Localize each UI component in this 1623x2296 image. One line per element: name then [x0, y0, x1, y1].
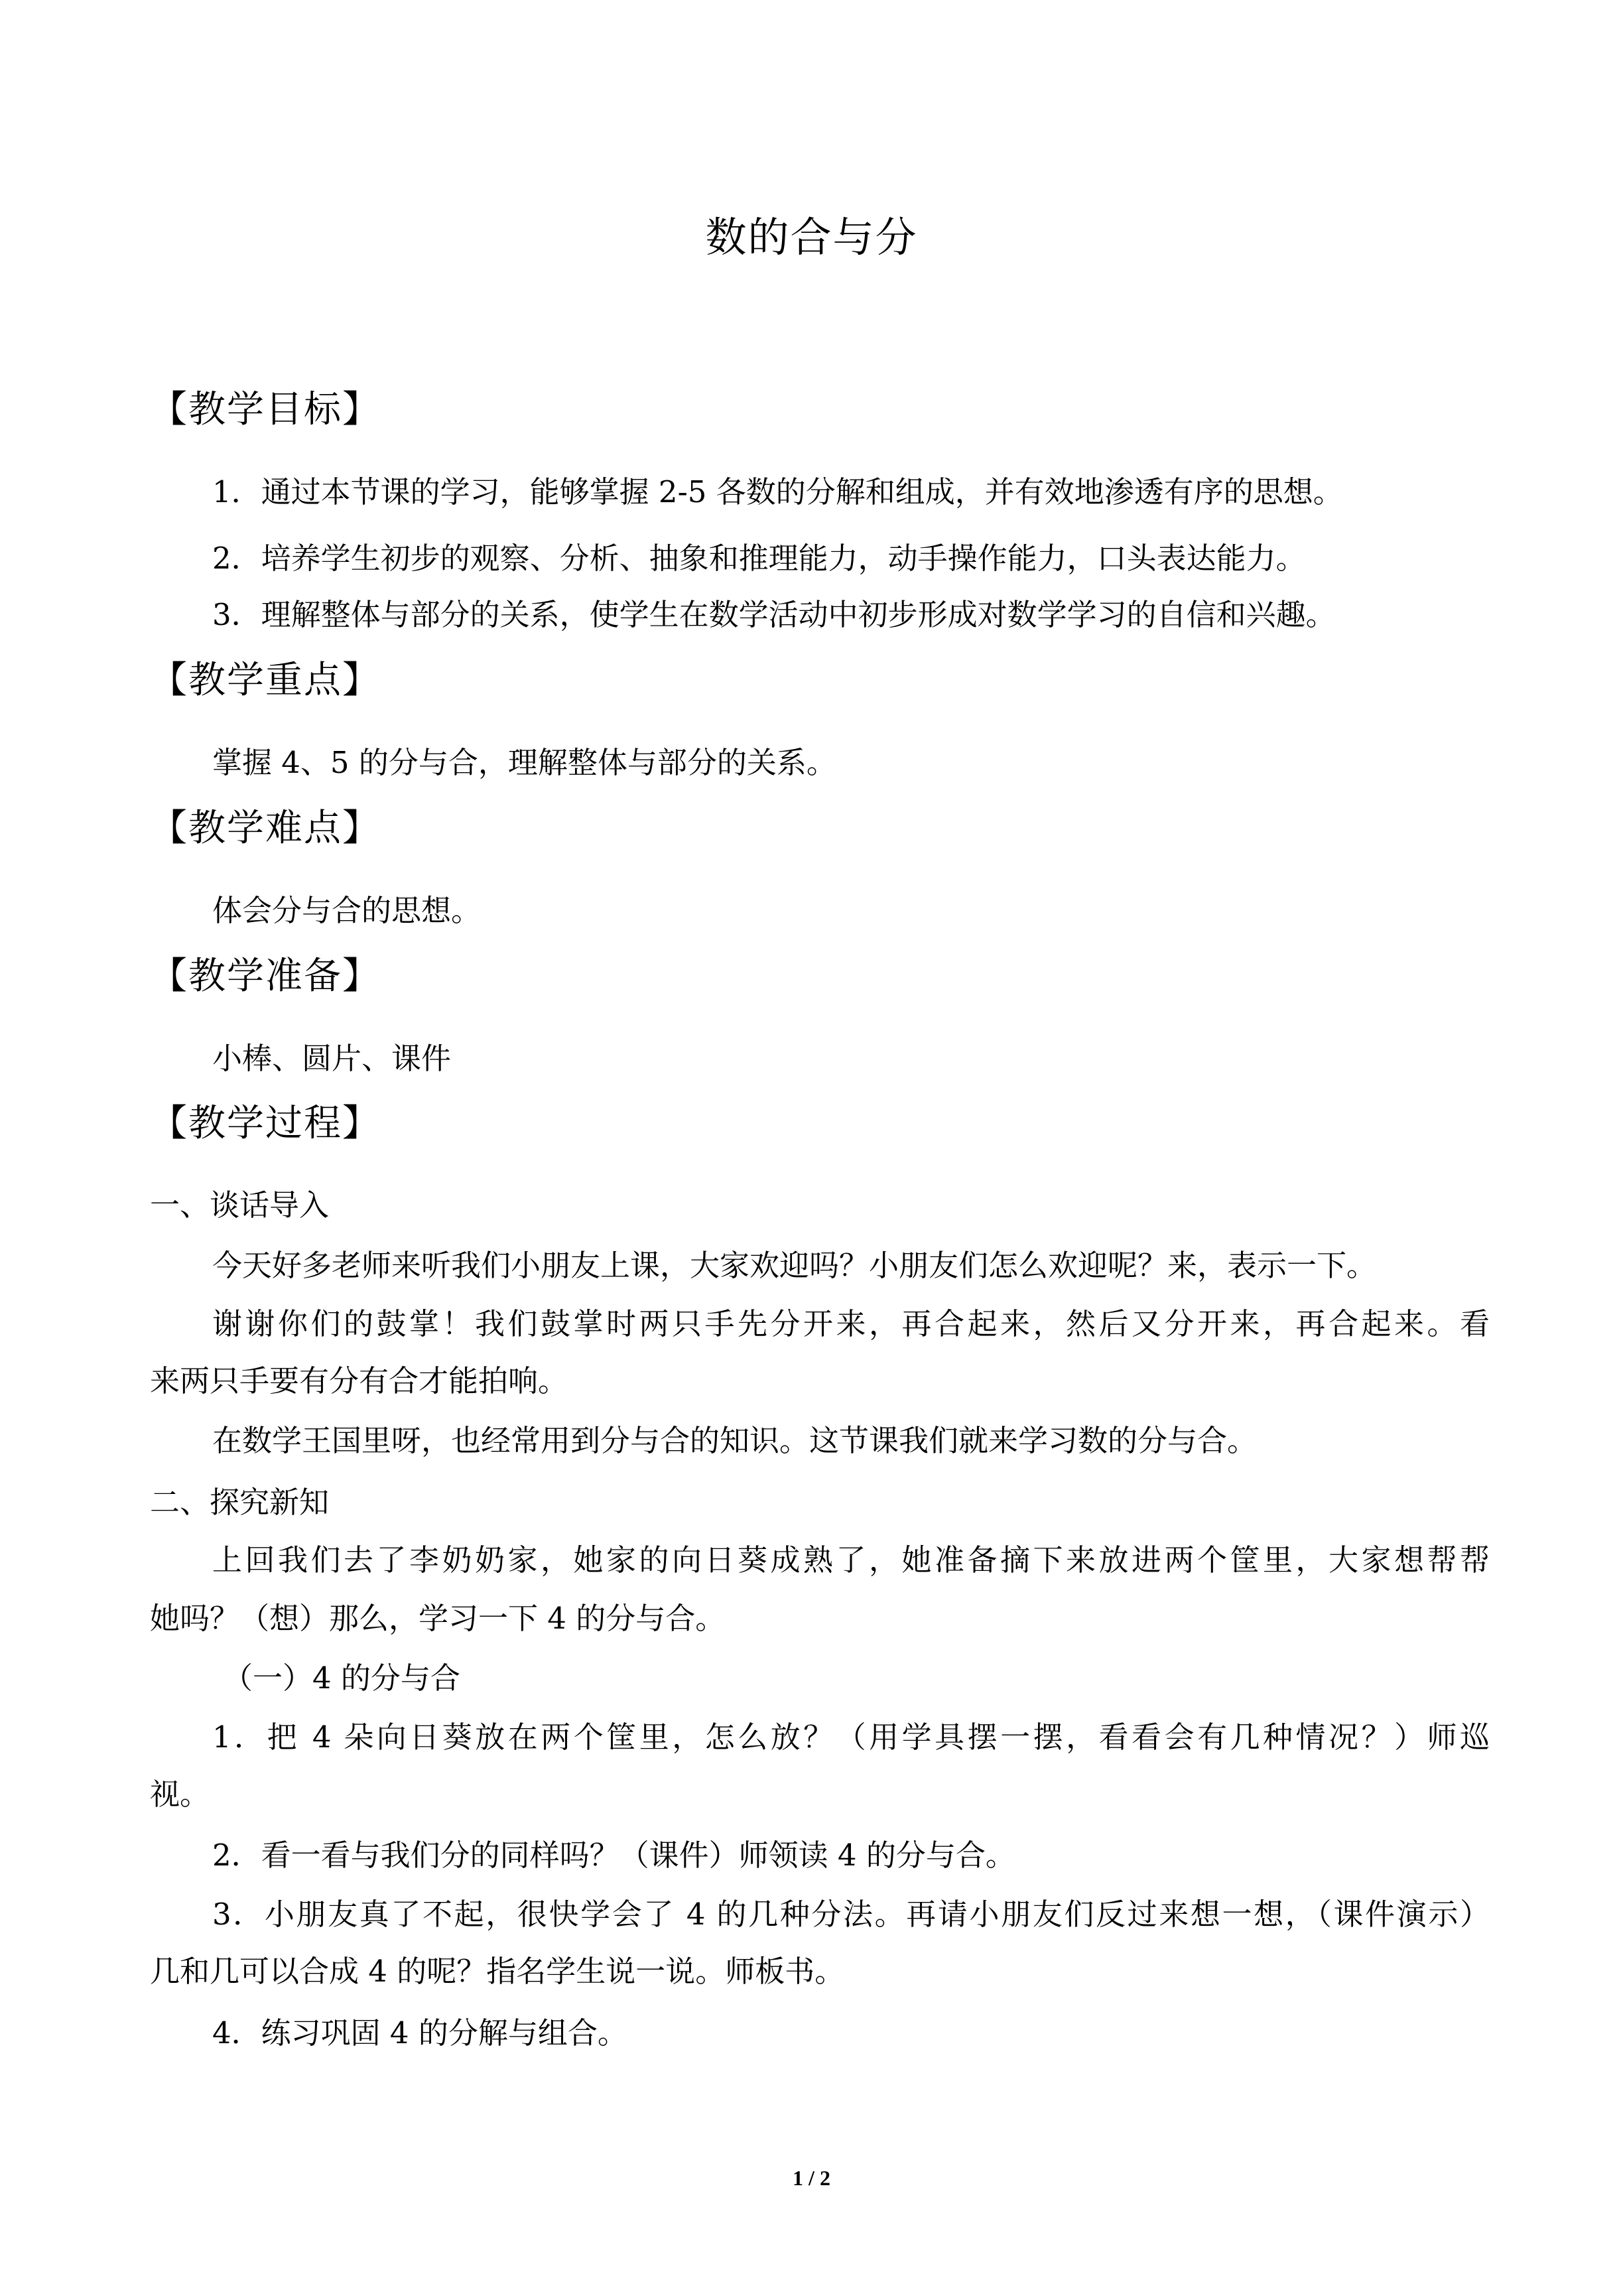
- process-step-3-line-2: 几和几可以合成 4 的呢？指名学生说一说。师板书。: [150, 1954, 845, 1989]
- heading-process: 【教学过程】: [150, 1102, 381, 1145]
- goal-item-3: 3．理解整体与部分的关系，使学生在数学活动中初步形成对数学学习的自信和兴趣。: [212, 597, 1336, 632]
- process-part1-title: 一、谈话导入: [150, 1187, 330, 1223]
- process-part1-line-4: 在数学王国里呀，也经常用到分与合的知识。这节课我们就来学习数的分与合。: [212, 1423, 1258, 1458]
- process-step-1-line-2: 视。: [150, 1777, 210, 1812]
- process-step-4: 4．练习巩固 4 的分解与组合。: [212, 2015, 627, 2051]
- heading-teaching-goals: 【教学目标】: [150, 388, 381, 431]
- heading-preparation: 【教学准备】: [150, 955, 381, 998]
- goal-item-2: 2．培养学生初步的观察、分析、抽象和推理能力，动手操作能力，口头表达能力。: [212, 541, 1306, 576]
- process-part1-line-1: 今天好多老师来听我们小朋友上课，大家欢迎吗？小朋友们怎么欢迎呢？来，表示一下。: [212, 1248, 1377, 1283]
- subsection-title: （一）4 的分与合: [223, 1660, 460, 1696]
- process-step-2: 2．看一看与我们分的同样吗？（课件）师领读 4 的分与合。: [212, 1838, 1015, 1873]
- heading-difficulties: 【教学难点】: [150, 807, 381, 850]
- heading-key-points: 【教学重点】: [150, 659, 381, 702]
- process-part1-line-3: 来两只手要有分有合才能拍响。: [150, 1363, 568, 1398]
- difficulties-text: 体会分与合的思想。: [212, 893, 482, 928]
- process-step-1-line-1: 1．把 4 朵向日葵放在两个筐里，怎么放？（用学具摆一摆，看看会有几种情况？）师巡: [212, 1720, 1490, 1755]
- process-part2-line-2: 她吗？（想）那么，学习一下 4 的分与合。: [150, 1601, 726, 1636]
- process-step-3-line-1: 3．小朋友真了不起，很快学会了 4 的几种分法。再请小朋友们反过来想一想，（课件演示）: [212, 1897, 1490, 1932]
- preparation-text: 小棒、圆片、课件: [212, 1041, 452, 1076]
- page-number: 1 / 2: [793, 2166, 830, 2190]
- page-title: 数的合与分: [705, 213, 918, 261]
- goal-item-1: 1．通过本节课的学习，能够掌握 2-5 各数的分解和组成，并有效地渗透有序的思想。: [212, 474, 1343, 509]
- process-part2-line-1: 上回我们去了李奶奶家，她家的向日葵成熟了，她准备摘下来放进两个筐里，大家想帮帮: [212, 1542, 1490, 1578]
- process-part2-title: 二、探究新知: [150, 1485, 330, 1520]
- process-part1-line-2: 谢谢你们的鼓掌！我们鼓掌时两只手先分开来，再合起来，然后又分开来，再合起来。看: [212, 1306, 1490, 1341]
- key-points-text: 掌握 4、5 的分与合，理解整体与部分的关系。: [212, 745, 836, 780]
